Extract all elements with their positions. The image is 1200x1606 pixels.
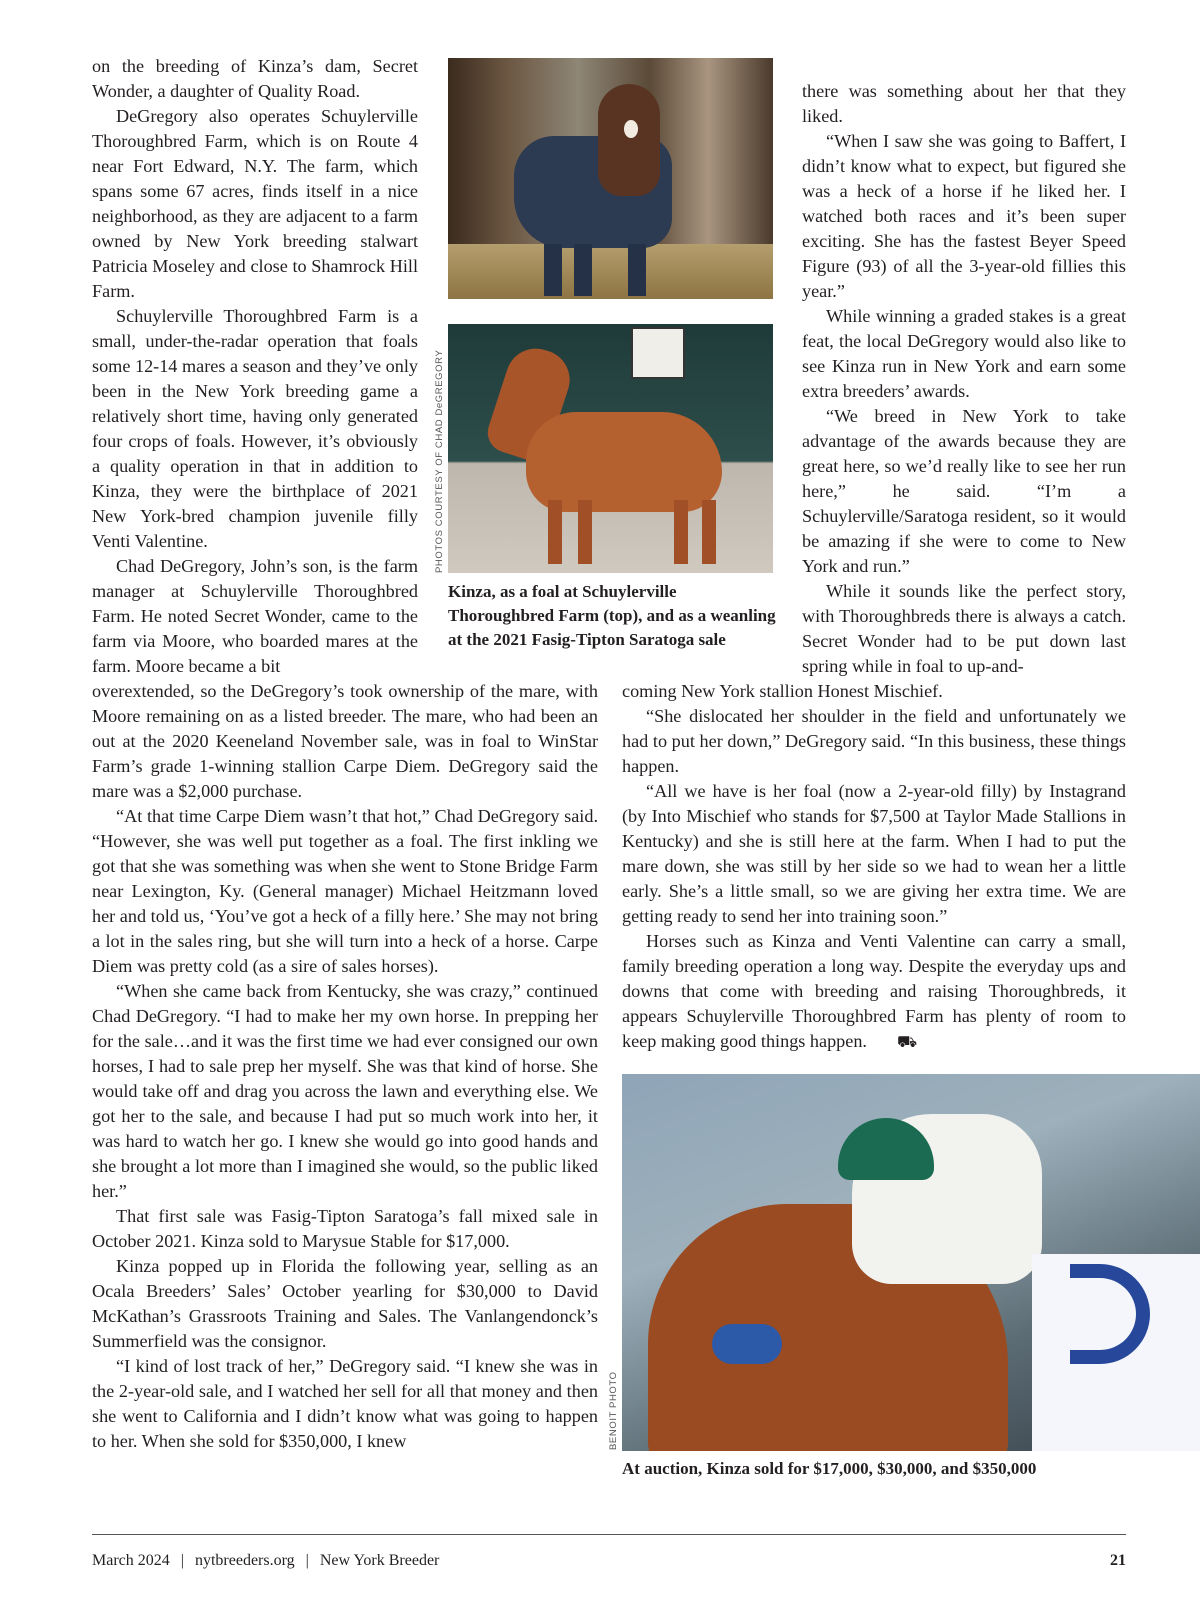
footer-date: March 2024 (92, 1552, 170, 1569)
footer-website: nytbreeders.org (194, 1552, 295, 1569)
article-column-left-top (92, 54, 418, 679)
paragraph: coming New York stallion Honest Mischief. (622, 681, 943, 701)
paragraph: on the breeding of Kinza’s dam, Secret Wonder, a daughter of Quality Road. (92, 56, 418, 101)
paragraph: overextended, so the DeGregory’s took ownership of the mare, with Moore remaining on as a listed breeder. The mare, who had been an out at the 2020 Keeneland November sale, was in foal to WinStar Farm’s grade 1-winning stallion Carpe Diem. DeGregory said the mare was a $2,000 purchase. (92, 681, 598, 801)
end-of-article-horse-icon: ⛟ (896, 1034, 918, 1051)
paragraph: “I kind of lost track of her,” DeGregory said. “I knew she was in the 2-year-old sale, and I watched her sell for all that money and then she went to California and I didn’t know what was going to happen to her. When she sold for $350,000, I knew (92, 1356, 598, 1451)
paragraph: Schuylerville Thoroughbred Farm is a small, under-the-radar operation that foals some 12-14 mares a season and they’ve only been in the New York breeding game a relatively short time, having only generated four crops of foals. However, it’s obviously a quality operation in that in addition to Kinza, they were the birthplace of 2021 New York-bred champion juvenile filly Venti Valentine. (92, 306, 418, 551)
paragraph: “When she came back from Kentucky, she was crazy,” continued Chad DeGregory. “I had to make her my own horse. In prepping her for the sale…and it was the first time we had ever consigned our own horses, I had to sale prep her myself. She was that kind of horse. She would take off and drag you across the lawn and everything else. We got her to the sale, and because I had put so much work into her, it was hard to watch her go. I knew she would go into good hands and she brought a lot more than I imagined she would, so the public liked her.” (92, 981, 598, 1201)
paragraph: there was something about her that they liked. (802, 81, 1126, 126)
paragraph (622, 929, 1126, 1055)
paragraph: Kinza popped up in Florida the following year, selling as an Ocala Breeders’ Sales’ October yearling for $30,000 to David McKathan’s Grassroots Training and Sales. The Vanlangendonck’s Summerfield was the consignor. (92, 1256, 598, 1351)
paragraph: “All we have is her foal (now a 2-year-old filly) by Instagrand (by Into Mischief who stands for $7,500 at Taylor Made Stallions in Kentucky) and she is still here at the farm. When I had to put the mare down, she was still by her side so we had to wean her a little early. She’s a little small, so we are giving her extra time. We are getting ready to send her into training soon.” (622, 781, 1126, 926)
paragraph: DeGregory also operates Schuylerville Thoroughbred Farm, which is on Route 4 near Fort Edward, N.Y. The farm, which spans some 67 acres, finds itself in a nice neighborhood, as they are adjacent to a farm owned by New York breeding stalwart Patricia Moseley and close to Shamrock Hill Farm. (92, 106, 418, 301)
photo-kinza-racing (622, 1074, 1200, 1451)
photo-caption-top: Kinza, as a foal at Schuylerville Thoroughbred Farm (top), and as a weanling at the 2021 Fasig-Tipton Saratoga sale (448, 582, 776, 649)
photo-credit-top: PHOTOS COURTESY OF CHAD DeGREGORY (434, 349, 445, 573)
photo-weanling-at-sale (448, 324, 773, 573)
paragraph: That first sale was Fasig-Tipton Saratoga’s fall mixed sale in October 2021. Kinza sold to Marysue Stable for $17,000. (92, 1206, 598, 1251)
paragraph: While it sounds like the perfect story, with Thoroughbreds there is always a catch. Secret Wonder had to be put down last spring while in foal to up-and- (802, 581, 1126, 676)
paragraph: “We breed in New York to take advantage of the awards because they are great here, so we’d really like to see her run here,” he said. “I’m a Schuylerville/Saratoga resident, so it would be amazing if she were to come to New York and run.” (802, 406, 1126, 576)
article-column-left-bottom (92, 679, 598, 1454)
photo-foal-in-stall (448, 58, 773, 299)
paragraph-text: Horses such as Kinza and Venti Valentine can carry a small, family breeding operation a long way. Despite the everyday ups and downs that come with breeding and raising Thoroughbreds, it appears Schuylerville Thoroughbred Farm has plenty of room to keep making good things happen. (622, 931, 1126, 1051)
paragraph: While winning a graded stakes is a great feat, the local DeGregory would also like to see Kinza run in New York and earn some extra breeders’ awards. (802, 306, 1126, 401)
footer-publication: New York Breeder (319, 1552, 440, 1569)
page-number: 21 (1110, 1552, 1126, 1569)
paragraph: Chad DeGregory, John’s son, is the farm manager at Schuylerville Thoroughbred Farm. He noted Secret Wonder, came to the farm via Moore, who boarded mares at the farm. Moore became a bit (92, 556, 418, 676)
photo-credit-bottom: BENOIT PHOTO (608, 1371, 619, 1450)
paragraph: “She dislocated her shoulder in the field and unfortunately we had to put her down,” DeGregory said. “In this business, these things happen. (622, 706, 1126, 776)
article-column-right-bottom (622, 679, 1126, 1055)
paragraph: “When I saw she was going to Baffert, I didn’t know what to expect, but figured she was a heck of a horse if he liked her. I watched both races and it’s been super exciting. She has the fastest Beyer Speed Figure (93) of all the 3-year-old fillies this year.” (802, 131, 1126, 301)
footer-info: March 2024 | nytbreeders.org | New York Breeder (92, 1552, 440, 1569)
footer-divider (92, 1534, 1126, 1535)
photo-caption-bottom: At auction, Kinza sold for $17,000, $30,000, and $350,000 (622, 1459, 1037, 1478)
paragraph: “At that time Carpe Diem wasn’t that hot,” Chad DeGregory said. “However, she was well put together as a foal. The first inkling we got that she was something was when she went to Stone Bridge Farm near Lexington, Ky. (General manager) Michael Heitzmann loved her and told us, ‘You’ve got a heck of a filly here.’ She may not bring a lot in the sales ring, but she will turn into a heck of a horse. Carpe Diem was pretty cold (as a sire of sales horses). (92, 806, 598, 976)
article-column-right-top (802, 79, 1126, 679)
